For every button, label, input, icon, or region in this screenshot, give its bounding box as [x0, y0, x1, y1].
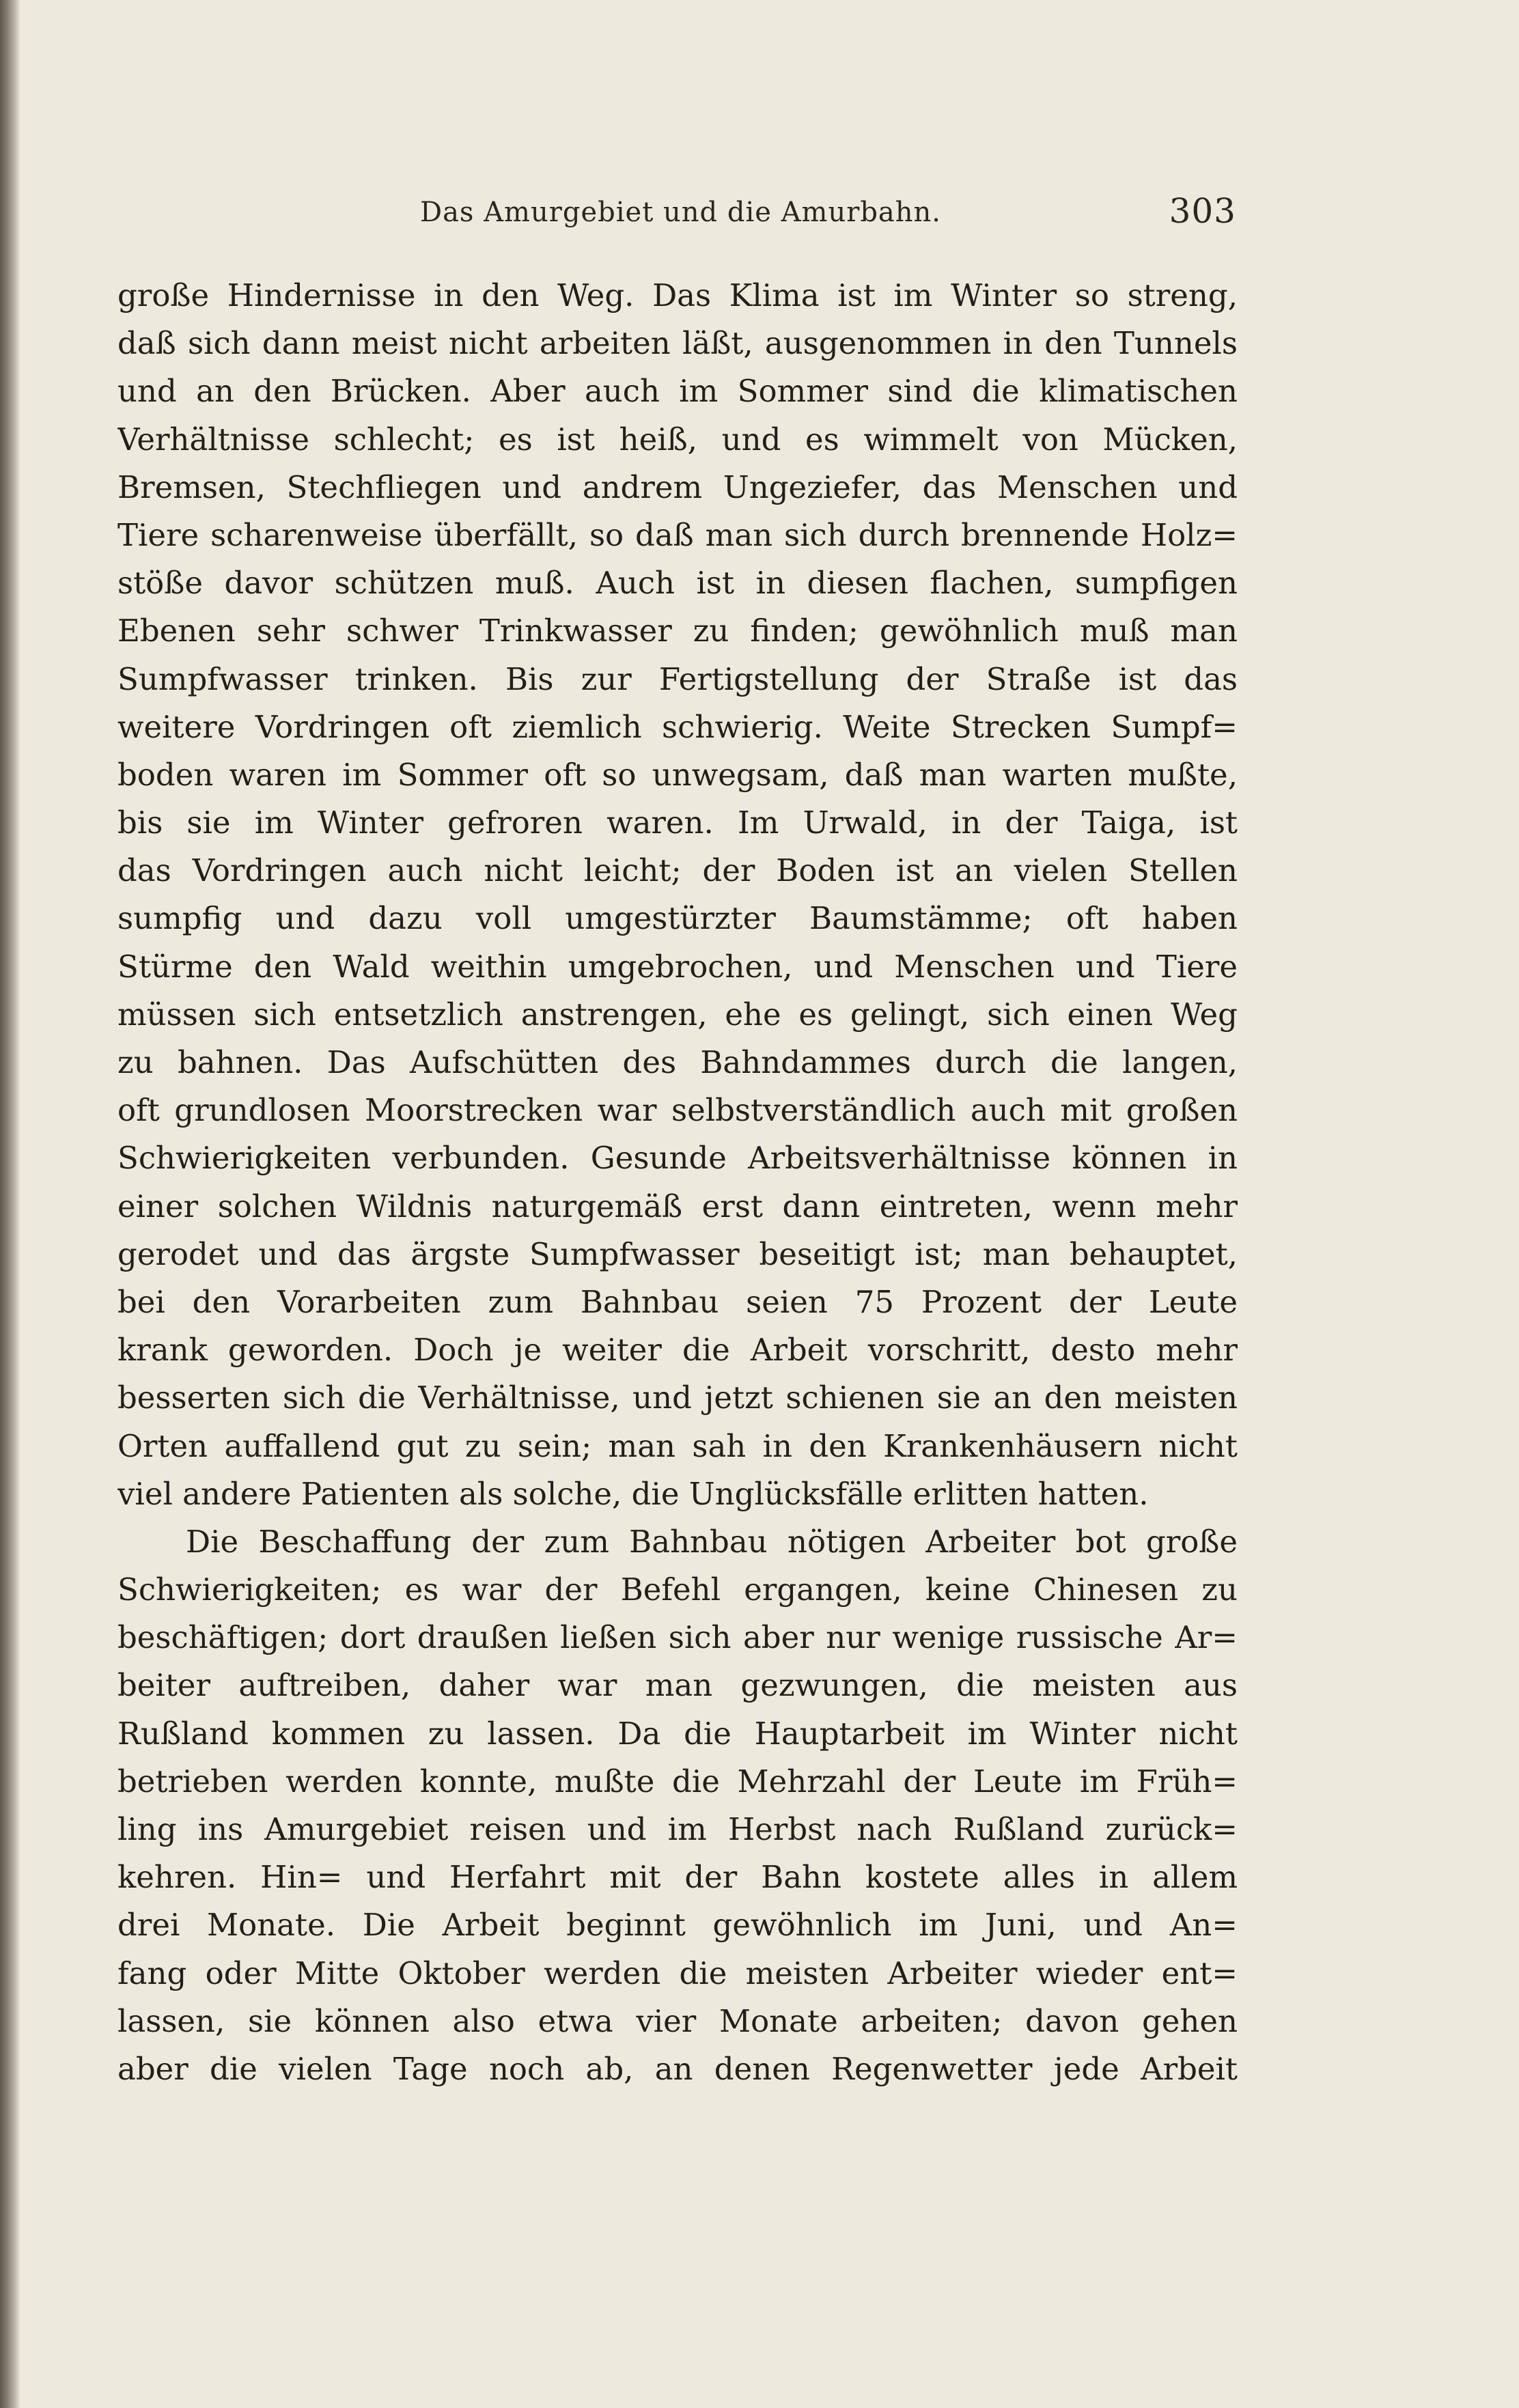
text-line: lassen, sie können also etwa vier Monate arbeiten; davon gehen: [117, 2002, 1238, 2039]
text-line: Rußland kommen zu lassen. Da die Hauptarbeit im Winter nicht: [117, 1715, 1238, 1752]
text-line: das Vordringen auch nicht leicht; der Boden ist an vielen Stellen: [117, 852, 1238, 889]
body-text: [117, 272, 1238, 2093]
text-line: sumpfig und dazu voll umgestürzter Baumstämme; oft haben: [117, 900, 1238, 937]
text-line: zu bahnen. Das Aufschütten des Bahndammes durch die langen,: [117, 1044, 1238, 1080]
text-line: stöße davor schützen muß. Auch ist in diesen flachen, sumpfigen: [117, 565, 1238, 602]
text-line: kehren. Hin= und Herfahrt mit der Bahn kostete alles in allem: [117, 1859, 1238, 1896]
text-line: einer solchen Wildnis naturgemäß erst dann eintreten, wenn mehr: [117, 1188, 1238, 1224]
text-line: Tiere scharenweise überfällt, so daß man sich durch brennende Holz=: [117, 516, 1238, 553]
text-line: Bremsen, Stechfliegen und andrem Ungeziefer, das Menschen und: [117, 468, 1238, 505]
text-line: oft grundlosen Moorstrecken war selbstverständlich auch mit großen: [117, 1092, 1238, 1129]
text-line: Schwierigkeiten; es war der Befehl ergangen, keine Chinesen zu: [117, 1571, 1238, 1608]
running-head: [120, 184, 1236, 246]
text-line: Stürme den Wald weithin umgebrochen, und Menschen und Tiere: [117, 948, 1238, 985]
text-line: krank geworden. Doch je weiter die Arbeit vorschritt, desto mehr: [117, 1332, 1238, 1369]
text-line: und an den Brücken. Aber auch im Sommer sind die klimatischen: [117, 373, 1238, 410]
text-line: betrieben werden konnte, mußte die Mehrzahl der Leute im Früh=: [117, 1763, 1238, 1800]
text-line: bis sie im Winter gefroren waren. Im Urwald, in der Taiga, ist: [117, 804, 1238, 841]
text-line: besserten sich die Verhältnisse, und jetzt schienen sie an den meisten: [117, 1380, 1238, 1416]
paragraph-last-line: viel andere Patienten als solche, die Unglücksfälle erlitten hatten.: [117, 1475, 1149, 1512]
text-line: Verhältnisse schlecht; es ist heiß, und es wimmelt von Mücken,: [117, 421, 1238, 458]
text-line: fang oder Mitte Oktober werden die meisten Arbeiter wieder ent=: [117, 1955, 1238, 1991]
book-spine-shadow: [0, 0, 20, 2408]
running-head-title: Das Amurgebiet und die Amurbahn.: [420, 197, 942, 228]
text-line: große Hindernisse in den Weg. Das Klima ist im Winter so streng,: [117, 277, 1238, 313]
text-line: bei den Vorarbeiten zum Bahnbau seien 75 Prozent der Leute: [117, 1283, 1238, 1320]
paragraph-first-line: Die Beschaffung der zum Bahnbau nötigen Arbeiter bot große: [186, 1523, 1238, 1560]
text-line: aber die vielen Tage noch ab, an denen Regenwetter jede Arbeit: [117, 2050, 1238, 2087]
text-line: drei Monate. Die Arbeit beginnt gewöhnlich im Juni, und An=: [117, 1907, 1238, 1944]
text-line: beschäftigen; dort draußen ließen sich aber nur wenige russische Ar=: [117, 1619, 1238, 1656]
text-line: Ebenen sehr schwer Trinkwasser zu finden; gewöhnlich muß man: [117, 613, 1238, 649]
text-line: gerodet und das ärgste Sumpfwasser beseitigt ist; man behauptet,: [117, 1235, 1238, 1272]
text-line: daß sich dann meist nicht arbeiten läßt, ausgenommen in den Tunnels: [117, 325, 1238, 362]
text-line: Orten auffallend gut zu sein; man sah in den Krankenhäusern nicht: [117, 1427, 1238, 1464]
page-number: 303: [1169, 191, 1236, 231]
text-line: weitere Vordringen oft ziemlich schwierig. Weite Strecken Sumpf=: [117, 708, 1238, 745]
text-line: ling ins Amurgebiet reisen und im Herbst nach Rußland zurück=: [117, 1811, 1238, 1847]
text-line: Sumpfwasser trinken. Bis zur Fertigstellung der Straße ist das: [117, 660, 1238, 697]
text-line: müssen sich entsetzlich anstrengen, ehe es gelingt, sich einen Weg: [117, 996, 1238, 1033]
text-line: beiter auftreiben, daher war man gezwungen, die meisten aus: [117, 1667, 1238, 1704]
text-line: boden waren im Sommer oft so unwegsam, daß man warten mußte,: [117, 756, 1238, 793]
text-line: Schwierigkeiten verbunden. Gesunde Arbeitsverhältnisse können in: [117, 1140, 1238, 1177]
